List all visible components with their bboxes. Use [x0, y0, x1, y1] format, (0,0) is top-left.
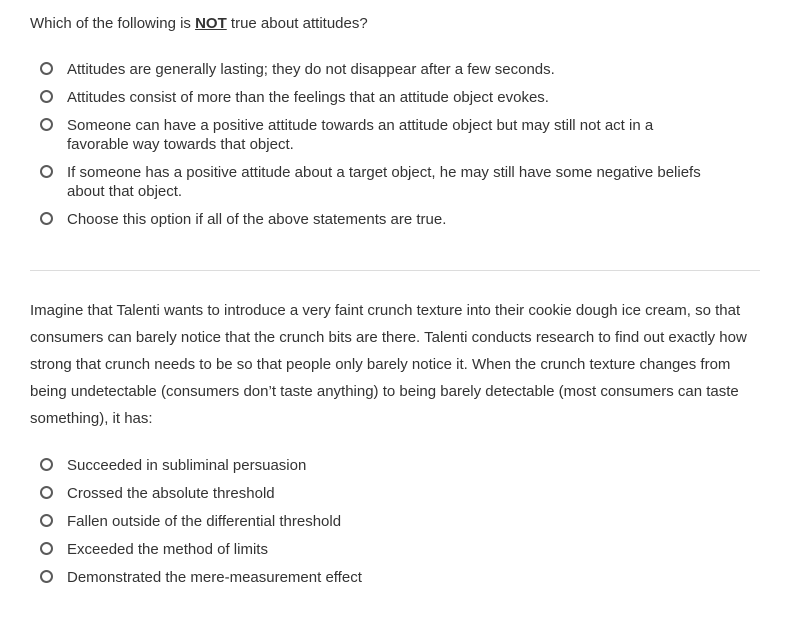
question-1-option-1[interactable] [30, 60, 760, 79]
question-1-options [30, 60, 760, 229]
option-label: Fallen outside of the differential threshold [67, 513, 342, 530]
option-label: Choose this option if all of the above statements are true. [67, 211, 447, 228]
question-2-option-3[interactable] [30, 512, 760, 531]
option-label: Crossed the absolute threshold [67, 485, 275, 502]
question-2-option-1[interactable] [30, 456, 760, 475]
radio-button[interactable] [40, 90, 53, 103]
option-label: Exceeded the method of limits [67, 541, 268, 558]
option-label: Demonstrated the mere-measurement effect [67, 569, 362, 586]
option-label: If someone has a positive attitude about a target object, he may still have some negative beliefs about that object. [67, 164, 701, 200]
radio-button[interactable] [40, 118, 53, 131]
option-label: Attitudes consist of more than the feelings that an attitude object evokes. [67, 89, 549, 106]
radio-button[interactable] [40, 212, 53, 225]
radio-button[interactable] [40, 514, 53, 527]
question-2-option-2[interactable] [30, 484, 760, 503]
question-1-option-2[interactable] [30, 88, 760, 107]
radio-button[interactable] [40, 486, 53, 499]
option-label: Attitudes are generally lasting; they do not disappear after a few seconds. [67, 61, 555, 78]
question-1-option-5[interactable] [30, 210, 760, 229]
question-2 [30, 297, 760, 596]
radio-button[interactable] [40, 62, 53, 75]
question-1-prompt-start: Which of the following is [30, 15, 196, 32]
question-1-prompt [30, 13, 760, 35]
question-1-prompt-emphasis: NOT [195, 15, 227, 32]
radio-button[interactable] [40, 570, 53, 583]
question-2-option-5[interactable] [30, 568, 760, 587]
question-1-option-3[interactable] [30, 116, 760, 154]
question-2-prompt: Imagine that Talenti wants to introduce a very faint crunch texture into their cookie dough ice cream, so that consumers can barely notice that the crunch bits are there. Talenti conducts research to find out exactly how strong that crunch needs to be so that people only barely notice it. When the crunch texture changes from being undetectable (consumers don’t taste anything) to being barely detectable (most consumers can taste something), it has: [30, 302, 747, 427]
option-label: Someone can have a positive attitude towards an attitude object but may still not act in a favorable way towards that object. [67, 117, 654, 153]
question-1 [30, 13, 760, 238]
radio-button[interactable] [40, 458, 53, 471]
question-2-options [30, 456, 760, 587]
radio-button[interactable] [40, 165, 53, 178]
radio-button[interactable] [40, 542, 53, 555]
question-1-option-4[interactable] [30, 163, 760, 201]
question-1-prompt-end: true about attitudes? [226, 15, 368, 32]
option-label: Succeeded in subliminal persuasion [67, 457, 307, 474]
question-2-option-4[interactable] [30, 540, 760, 559]
question-divider [30, 270, 760, 271]
